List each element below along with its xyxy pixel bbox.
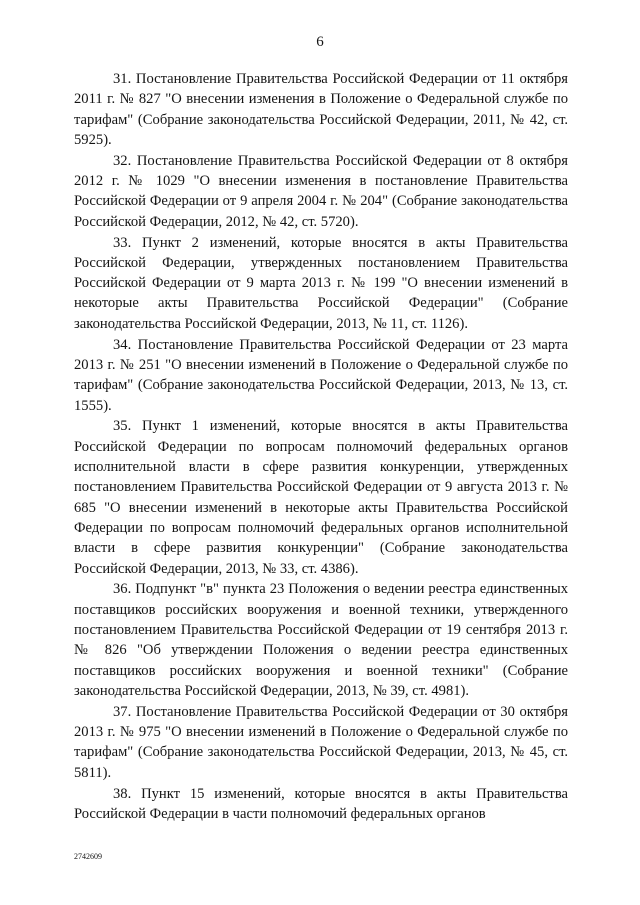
list-item-38: 38. Пункт 15 изменений, которые вносятся в акты Правительства Российской Федерации в части полномочий федеральных органов [74, 785, 568, 822]
document-code: 2742609 [74, 852, 102, 861]
list-item-37: 37. Постановление Правительства Российской Федерации от 30 октября 2013 г. № 975 "О внесении изменений в Положение о Федеральной службе по тарифам" (Собрание законодательства Российской Федерации, 2013, № 45, ст. 5811). [74, 703, 568, 781]
list-item-33: 33. Пункт 2 изменений, которые вносятся в акты Правительства Российской Федерации, утвержденных постановлением Правительства Российской Федерации от 9 марта 2013 г. № 199 "О внесении изменений в некоторые акты Правительства Российской Федерации" (Собрание законодательства Российской Федерации, 2013, № 11, ст. 1126). [74, 234, 568, 332]
page-number: 6 [316, 34, 324, 50]
list-item-34: 34. Постановление Правительства Российской Федерации от 23 марта 2013 г. № 251 "О внесении изменений в Положение о Федеральной службе по тарифам" (Собрание законодательства Российской Федерации, 2013, № 13, ст. 1555). [74, 336, 568, 414]
list-item-31: 31. Постановление Правительства Российской Федерации от 11 октября 2011 г. № 827 "О внесении изменения в Положение о Федеральной службе по тарифам" (Собрание законодательства Российской Федерации, 2011, № 42, ст. 5925). [74, 71, 568, 148]
list-item-36: 36. Подпункт "в" пункта 23 Положения о ведении реестра единственных поставщиков российских вооружения и военной техники, утвержденного постановлением Правительства Российской Федерации от 19 сентября 2013 г. № 826 "Об утверждении Положения о ведении реестра единственных поставщиков российских вооружения и военной техники" (Собрание законодательства Российской Федерации, 2013, № 39, ст. 4981). [74, 581, 568, 699]
list-item-32: 32. Постановление Правительства Российской Федерации от 8 октября 2012 г. № 1029 "О внесении изменения в постановление Правительства Российской Федерации от 9 апреля 2004 г. № 204" (Собрание законодательства Российской Федерации, 2012, № 42, ст. 5720). [74, 152, 568, 230]
list-item-35: 35. Пункт 1 изменений, которые вносятся в акты Правительства Российской Федерации по вопросам полномочий федеральных органов исполнительной власти в сфере развития конкуренции, утвержденных постановлением Правительства Российской Федерации от 9 августа 2013 г. № 685 "О внесении изменений в некоторые акты Правительства Российской Федерации по вопросам полномочий федеральных органов исполнительной власти в сфере развития конкуренции" (Собрание законодательства Российской Федерации, 2013, № 33, ст. 4386). [74, 418, 568, 577]
document-body [74, 69, 568, 825]
